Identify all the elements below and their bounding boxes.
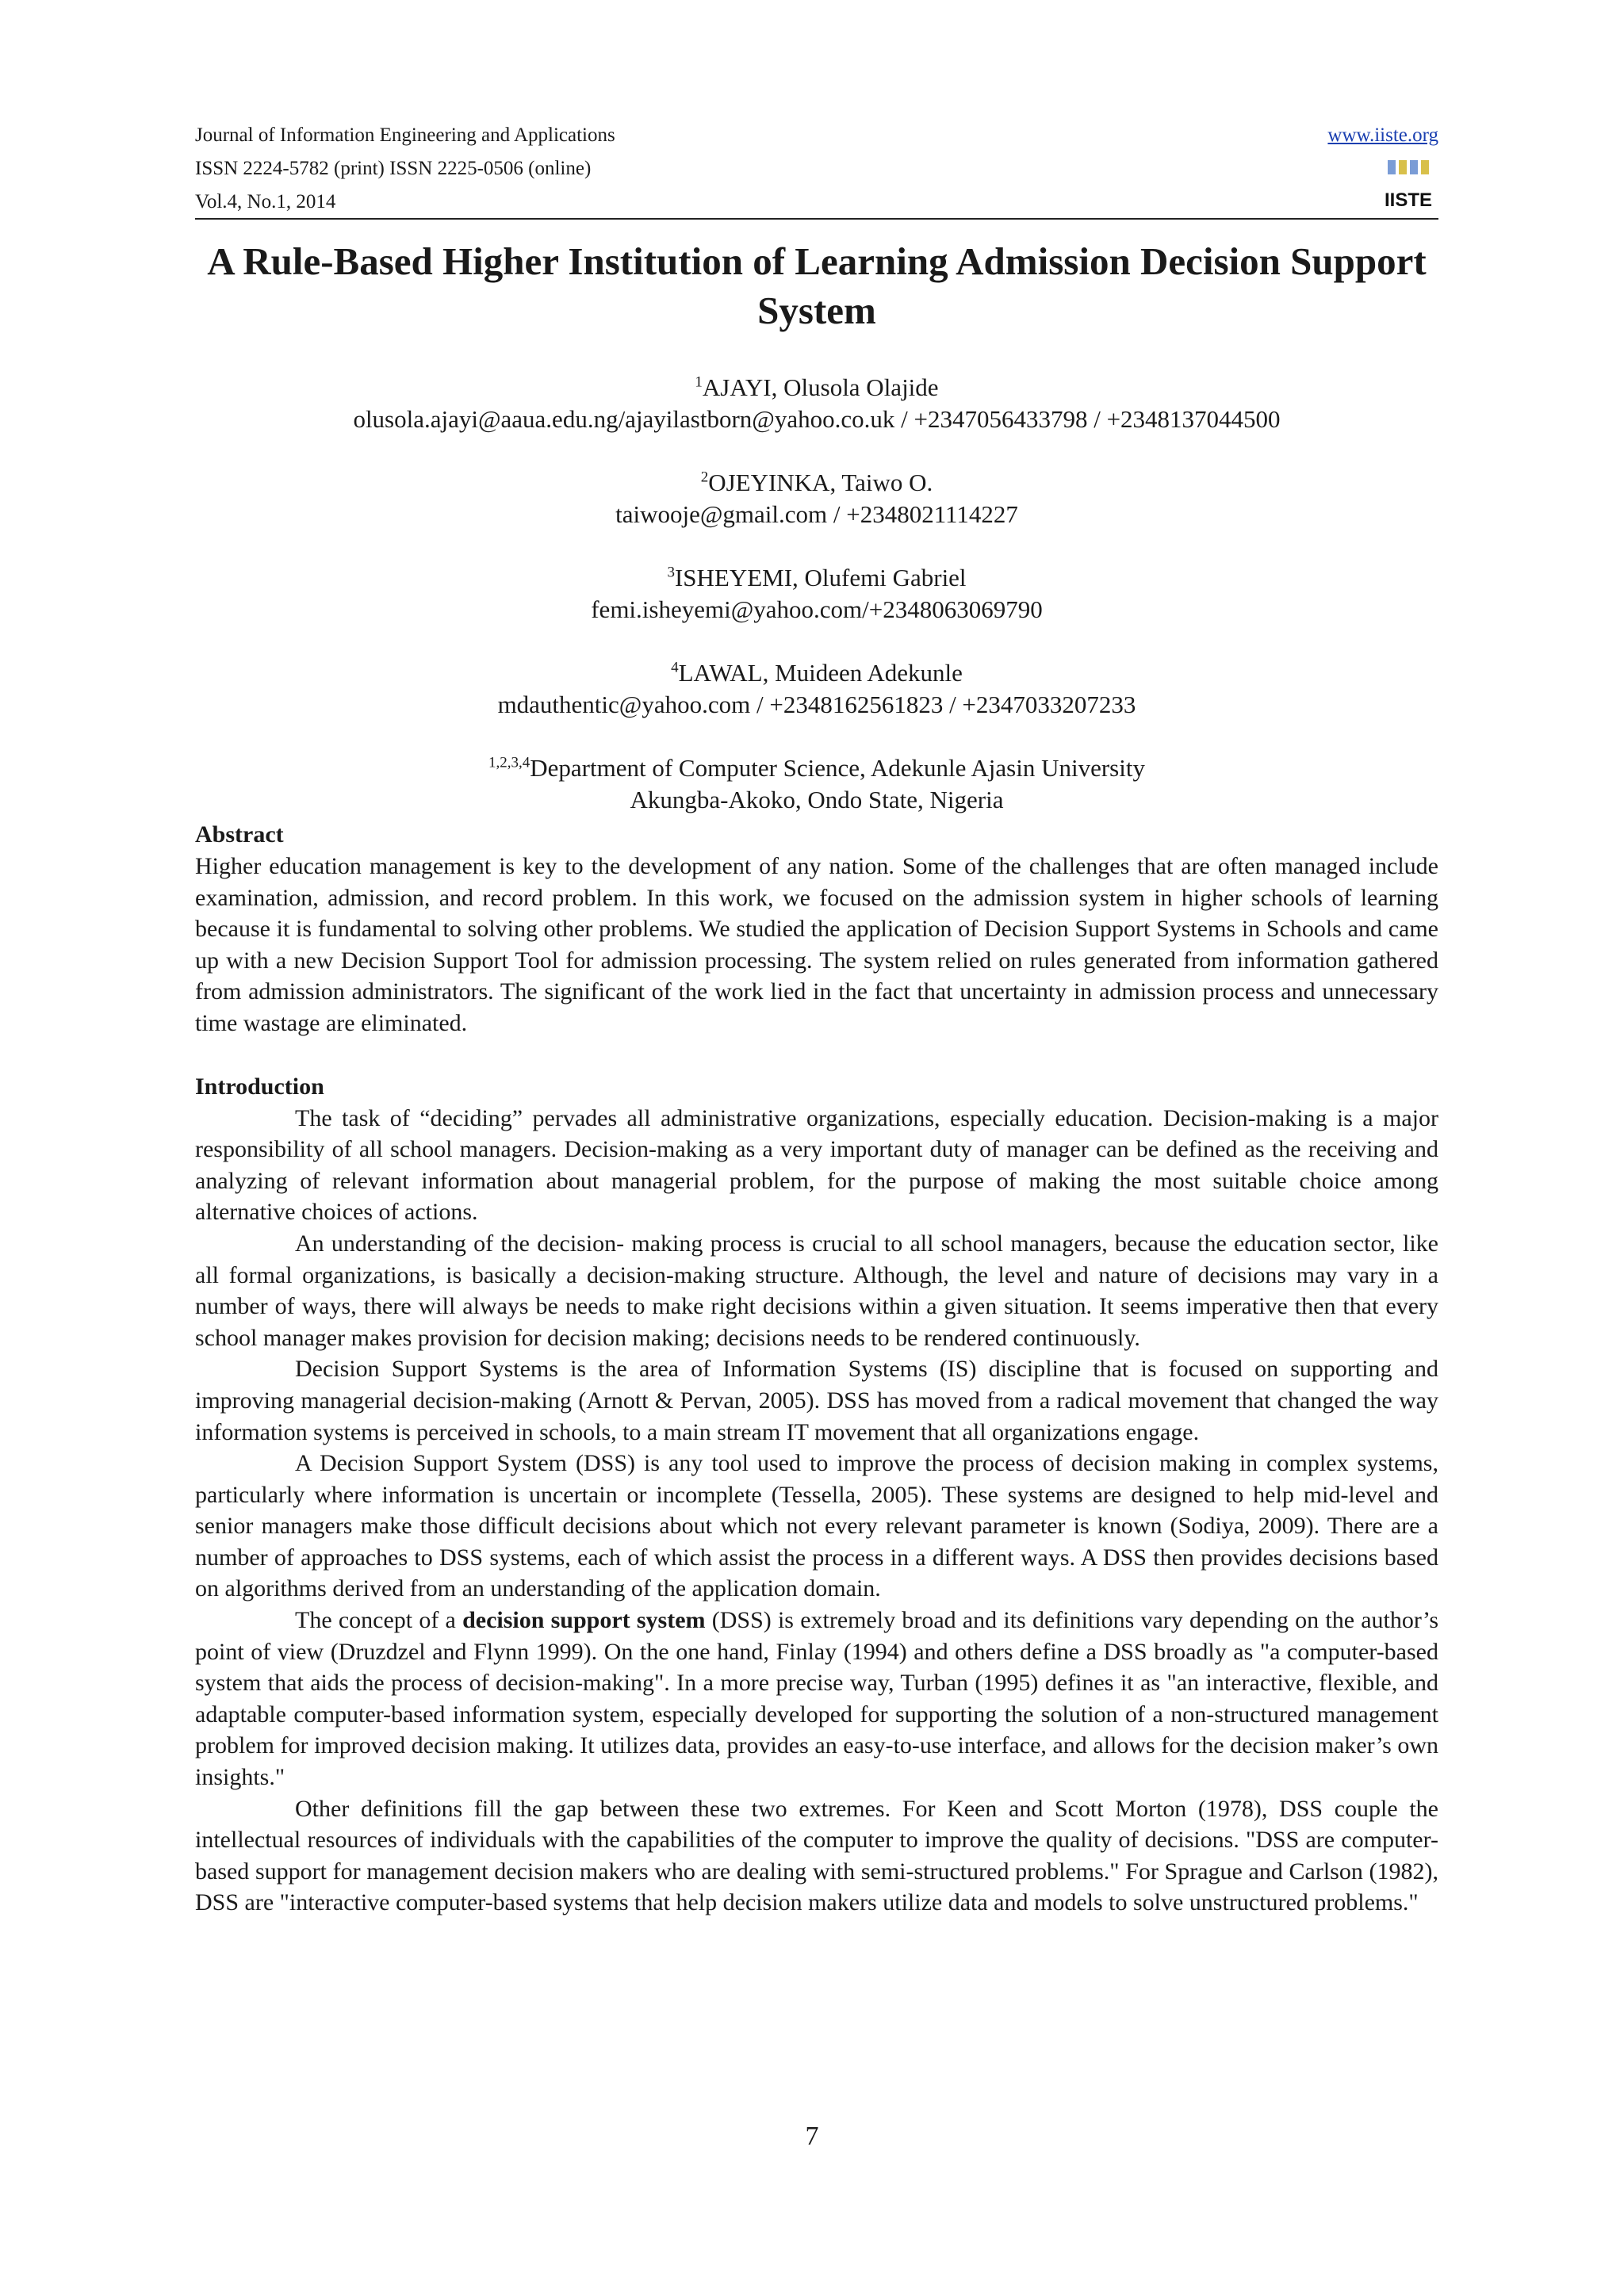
intro-paragraph-6: Other definitions fill the gap between these two extremes. For Keen and Scott Morton (1978), DSS couple the intellectual resources of individuals with the capabilities of the computer to improve the quality of decisions. "DSS are computer-based support for management decision makers who are dealing with semi-structured problems." For Sprague and Carlson (1982), DSS are "interactive computer-based systems that help decision makers utilize data and models to solve unstructured problems."	[195, 1795, 1438, 1916]
author-name: ISHEYEMI, Olufemi Gabriel	[674, 564, 967, 591]
author-number: 4	[671, 659, 679, 676]
volume-line: Vol.4, No.1, 2014	[195, 191, 336, 212]
author-3	[195, 562, 1438, 626]
page-number: 7	[805, 2122, 819, 2151]
author-4	[195, 657, 1438, 721]
author-contact: olusola.ajayi@aaua.edu.ng/ajayilastborn@yahoo.co.uk / +2347056433798 / +2348137044500	[353, 405, 1281, 433]
intro-paragraph-5	[195, 1605, 1438, 1793]
author-number: 2	[700, 469, 709, 486]
introduction-heading: Introduction	[195, 1073, 324, 1100]
abstract-text: Higher education management is key to the development of any nation. Some of the challenges that are often managed include examination, admission, and record problem. In this work, we focused on the admission system in higher schools of learning because it is fundamental to solving other problems. We studied the application of Decision Support Systems in Schools and came up with a new Decision Support Tool for admission processing. The system relied on rules generated from information gathered from admission administrators. The significant of the work lied in the fact that uncertainty in admission process and unnecessary time wastage are eliminated.	[195, 853, 1438, 1036]
issn-line: ISSN 2224-5782 (print) ISSN 2225-0506 (online)	[195, 158, 592, 179]
author-list	[195, 372, 1438, 721]
p5-bold-term: decision support system	[462, 1607, 706, 1634]
affiliation-location: Akungba-Akoko, Ondo State, Nigeria	[630, 786, 1004, 813]
p5-text-end: (DSS) is extremely broad and its definitions vary depending on the author’s point of view (Druzdzel and Flynn 1999). On the one hand, Finlay (1994) and others define a DSS broadly as "a computer-based system that aids the process of decision-making". In a more precise way, Turban (1995) defines it as "an interactive, flexible, and adaptable computer-based information system, especially developed for supporting the solution of a non-structured management problem for improved decision making. It utilizes data, provides an easy-to-use interface, and allows for the decision maker’s own insights."	[195, 1607, 1438, 1791]
author-name: OJEYINKA, Taiwo O.	[708, 469, 933, 496]
affiliation-numbers: 1,2,3,4	[488, 754, 530, 771]
author-name: LAWAL, Muideen Adekunle	[678, 659, 963, 687]
iiste-logo-icon	[1383, 159, 1434, 211]
svg-text:IISTE: IISTE	[1384, 189, 1433, 211]
affiliation-department: Department of Computer Science, Adekunle Ajasin University	[530, 754, 1145, 782]
intro-paragraph-3: Decision Support Systems is the area of Information Systems (IS) discipline that is focused on supporting and improving managerial decision-making (Arnott & Pervan, 2005). DSS has moved from a radical movement that changed the way information systems is perceived in schools, to a main stream IT movement that all organizations engage.	[195, 1356, 1438, 1445]
author-2	[195, 467, 1438, 530]
paper-title: A Rule-Based Higher Institution of Learning Admission Decision Support System	[207, 239, 1427, 332]
author-1	[195, 372, 1438, 435]
intro-paragraph-4: A Decision Support System (DSS) is any tool used to improve the process of decision making in complex systems, particularly where information is uncertain or incomplete (Tessella, 2005). These systems are designed to help mid-level and senior managers make those difficult decisions about which not every relevant parameter is known (Sodiya, 2009). There are a number of approaches to DSS systems, each of which assist the process in a different ways. A DSS then provides decisions based on algorithms derived from an understanding of the application domain.	[195, 1450, 1438, 1602]
author-contact: taiwooje@gmail.com / +2348021114227	[615, 500, 1018, 528]
author-number: 1	[695, 373, 703, 391]
author-contact: mdauthentic@yahoo.com / +2348162561823 / +2347033207233	[497, 691, 1136, 718]
author-name: AJAYI, Olusola Olajide	[702, 373, 939, 401]
paper-page	[195, 119, 1438, 1919]
abstract-heading: Abstract	[195, 821, 284, 848]
journal-url-link[interactable]: www.iiste.org	[1327, 124, 1438, 146]
intro-paragraph-1: The task of “deciding” pervades all administrative organizations, especially education. Decision-making is a major responsibility of all school managers. Decision-making as a very important duty of manager can be defined as the receiving and analyzing of relevant information about managerial problem, for the purpose of making the most suitable choice among alternative choices of actions.	[195, 1104, 1438, 1226]
intro-paragraph-2: An understanding of the decision- making process is crucial to all school managers, because the education sector, like all formal organizations, is basically a decision-making structure. Although, the level and nature of decisions may vary in a number of ways, there will always be needs to make right decisions within a given situation. It seems imperative then that every school manager makes provision for decision making; decisions needs to be rendered continuously.	[195, 1230, 1438, 1351]
running-header	[195, 119, 1438, 220]
affiliation	[195, 752, 1438, 816]
author-number: 3	[667, 564, 675, 581]
p5-text-start: The concept of a	[295, 1607, 463, 1634]
journal-name: Journal of Information Engineering and Applications	[195, 124, 615, 146]
author-contact: femi.isheyemi@yahoo.com/+2348063069790	[591, 595, 1043, 623]
